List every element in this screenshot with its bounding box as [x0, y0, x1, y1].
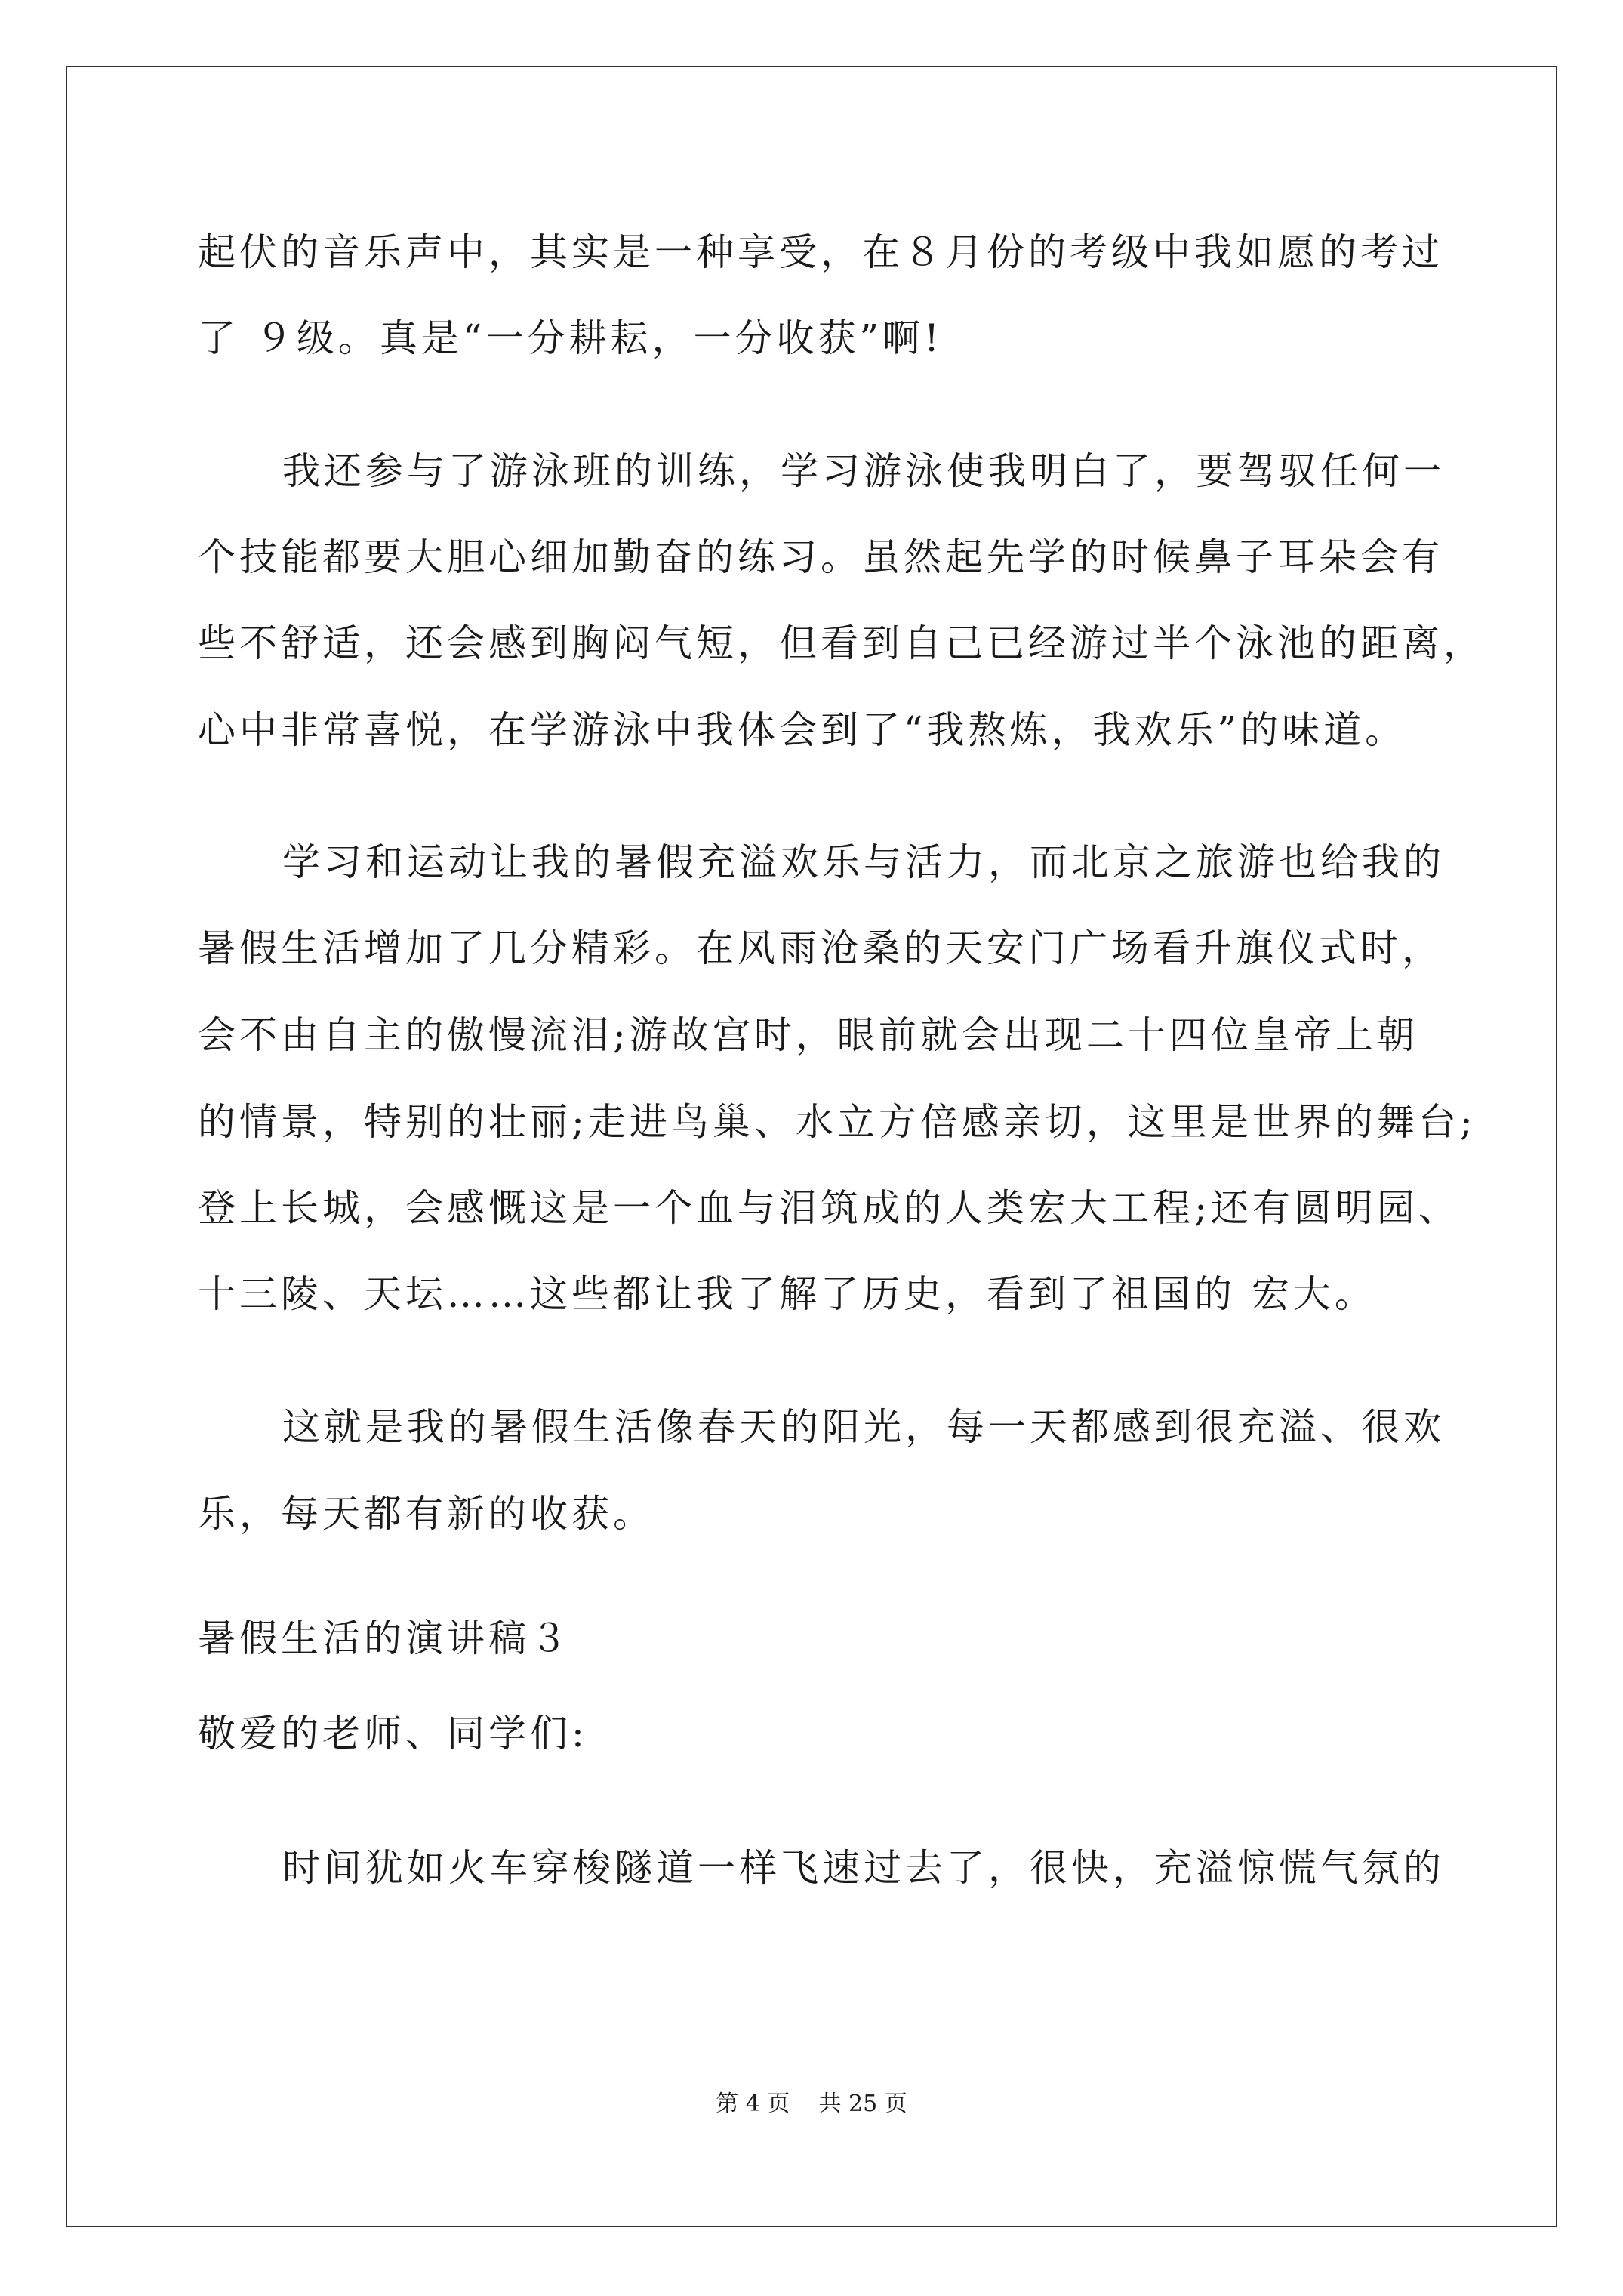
text-line: 我还参与了游泳班的训练，学习游泳使我明白了，要驾驭任何一 — [282, 449, 1445, 493]
text-line: 会不由自主的傲慢流泪;游故宫时，眼前就会出现二十四位皇帝上朝 — [198, 1013, 1418, 1057]
page-number: 第 4 页 共 25 页 — [716, 2091, 907, 2117]
text-line: 十三陵、天坛……这些都让我了解了历史，看到了祖国的 宏大。 — [198, 1272, 1376, 1316]
text-line: 心中非常喜悦，在学游泳中我体会到了“我熬炼，我欢乐”的味道。 — [198, 708, 1407, 752]
text-line: 暑假生活增加了几分精彩。在风雨沧桑的天安门广场看升旗仪式时， — [198, 926, 1443, 970]
text-line: 个技能都要大胆心细加勤奋的练习。虽然起先学的时候鼻子耳朵会有 — [198, 535, 1443, 579]
text-line: 了 ９级。真是“一分耕耘，一分收获”啊! — [198, 316, 944, 360]
text-line: 这就是我的暑假生活像春天的阳光，每一天都感到很充溢、很欢 — [282, 1405, 1445, 1449]
page-border — [66, 66, 1557, 2227]
text-line: 时间犹如火车穿梭隧道一样飞速过去了，很快，充溢惊慌气氛的 — [282, 1846, 1445, 1890]
section-heading: 暑假生活的演讲稿３ — [198, 1616, 571, 1660]
text-line: 些不舒适，还会感到胸闷气短，但看到自己已经游过半个泳池的距离， — [198, 621, 1485, 665]
text-line: 登上长城，会感慨这是一个血与泪筑成的人类宏大工程;还有圆明园、 — [198, 1186, 1460, 1230]
text-line: 乐，每天都有新的收获。 — [198, 1492, 654, 1536]
text-line: 起伏的音乐声中，其实是一种享受，在８月份的考级中我如愿的考过 — [198, 230, 1443, 274]
text-line: 学习和运动让我的暑假充溢欢乐与活力，而北京之旅游也给我的 — [282, 840, 1445, 884]
text-line: 的情景，特别的壮丽;走进鸟巢、水立方倍感亲切，这里是世界的舞台; — [198, 1100, 1477, 1144]
salutation: 敬爱的老师、同学们: — [198, 1712, 588, 1755]
